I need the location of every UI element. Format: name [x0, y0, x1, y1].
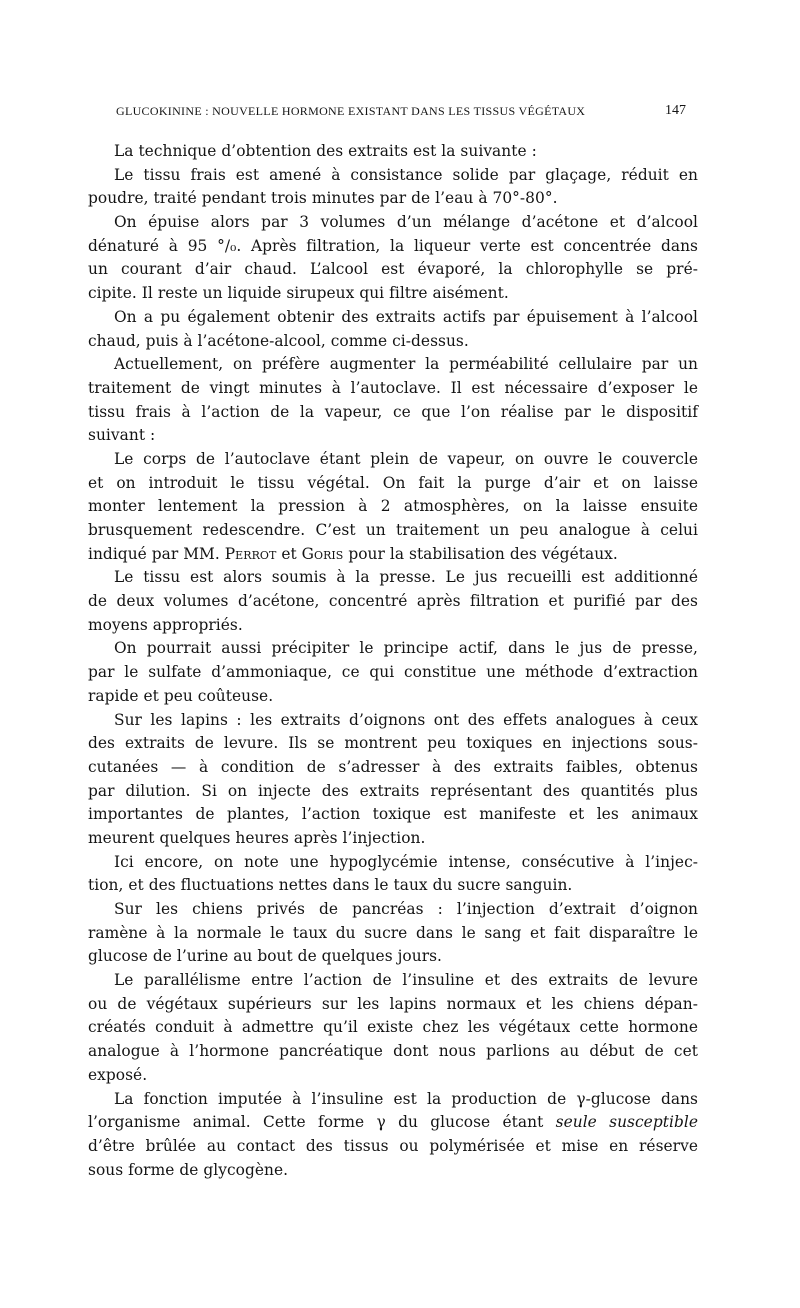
- text-line: tissu frais à l’action de la vapeur, ce que l’on réalise par le dispositif: [88, 402, 698, 421]
- text-line: traitement de vingt minutes à l’autoclave. Il est nécessaire d’exposer le: [88, 378, 698, 397]
- paragraph: [88, 709, 698, 851]
- author-name: Perrot: [224, 544, 277, 563]
- paragraph: [88, 969, 698, 1087]
- text-line: On a pu également obtenir des extraits actifs par épuisement à l’alcool: [114, 307, 698, 326]
- text-line: Ici encore, on note une hypoglycémie intense, consécutive à l’injec-: [114, 852, 698, 871]
- text-line: Actuellement, on préfère augmenter la perméabilité cellulaire par un: [114, 355, 698, 374]
- text-line: d’être brûlée au contact des tissus ou polymérisée et mise en réserve: [88, 1136, 698, 1155]
- text-line: Le tissu frais est amené à consistance solide par glaçage, réduit en: [114, 165, 698, 184]
- italic-phrase: seule susceptible: [555, 1113, 698, 1132]
- text-line: par dilution. Si on injecte des extraits représentant des quantités plus: [88, 781, 698, 800]
- text-fragment: l’organisme animal. Cette forme γ du glucose étant: [88, 1113, 556, 1132]
- text-line: cipite. Il reste un liquide sirupeux qui filtre aisément.: [88, 284, 509, 303]
- paragraph: [88, 898, 698, 969]
- paragraph: [88, 140, 698, 164]
- text-line: ou de végétaux supérieurs sur les lapins normaux et les chiens dépan-: [88, 994, 698, 1013]
- running-header: [116, 102, 686, 124]
- text-line: Le corps de l’autoclave étant plein de vapeur, on ouvre le couvercle: [114, 449, 698, 468]
- author-name: Goris: [301, 544, 344, 563]
- text-line: brusquement redescendre. C’est un traitement un peu analogue à celui: [88, 521, 698, 539]
- text-line: Sur les lapins : les extraits d’oignons ont des effets analogues à ceux: [114, 710, 698, 729]
- body-text: [88, 140, 698, 1182]
- text-fragment: pour la stabilisation des végétaux.: [343, 544, 618, 563]
- text-line: exposé.: [88, 1065, 148, 1084]
- text-line: de deux volumes d’acétone, concentré après filtration et purifié par des: [88, 592, 698, 611]
- text-fragment: et: [276, 544, 302, 563]
- text-line: tion, et des fluctuations nettes dans le taux du sucre sanguin.: [88, 876, 573, 895]
- text-line: La technique d’obtention des extraits est la suivante :: [114, 142, 537, 160]
- text-line: cutanées — à condition de s’adresser à des extraits faibles, obtenus: [88, 757, 698, 776]
- text-line: et on introduit le tissu végétal. On fait la purge d’air et on laisse: [88, 473, 698, 492]
- paragraph: [88, 1088, 698, 1183]
- text-line: [88, 1111, 698, 1135]
- text-line: glucose de l’urine au bout de quelques jours.: [88, 947, 442, 966]
- text-line: un courant d’air chaud. L’alcool est évaporé, la chlorophylle se pré-: [88, 260, 698, 279]
- text-line: Le tissu est alors soumis à la presse. Le jus recueilli est additionné: [114, 568, 698, 587]
- running-head-title: GLUCOKININE : NOUVELLE HORMONE EXISTANT DANS LES TISSUS VÉGÉTAUX: [116, 104, 586, 118]
- text-line: par le sulfate d’ammoniaque, ce qui constitue une méthode d’extraction: [88, 663, 698, 682]
- text-line: créatés conduit à admettre qu’il existe chez les végétaux cette hormone: [88, 1018, 698, 1037]
- text-line: ramène à la normale le taux du sucre dans le sang et fait disparaître le: [88, 923, 698, 942]
- page-number: 147: [665, 103, 686, 118]
- text-line: [88, 543, 698, 567]
- text-line: Sur les chiens privés de pancréas : l’injection d’extrait d’oignon: [114, 900, 698, 918]
- paragraph: [88, 164, 698, 211]
- text-line: Le parallélisme entre l’action de l’insuline et des extraits de levure: [114, 971, 698, 990]
- text-line: des extraits de levure. Ils se montrent peu toxiques en injections sous-: [88, 734, 698, 753]
- text-line: suivant :: [88, 426, 156, 445]
- paragraph: [88, 211, 698, 306]
- text-line: On épuise alors par 3 volumes d’un mélange d’acétone et d’alcool: [114, 213, 698, 232]
- text-line: monter lentement la pression à 2 atmosphères, on la laisse ensuite: [88, 497, 698, 516]
- paragraph: [88, 353, 698, 448]
- paragraph: [88, 566, 698, 637]
- paragraph: [88, 637, 698, 708]
- text-line: sous forme de glycogène.: [88, 1160, 289, 1179]
- paragraph: [88, 448, 698, 566]
- text-line: dénaturé à 95 °/₀. Après filtration, la liqueur verte est concentrée dans: [88, 236, 698, 255]
- text-fragment: indiqué par MM.: [88, 544, 225, 563]
- text-line: La fonction imputée à l’insuline est la production de γ-glucose dans: [114, 1089, 698, 1108]
- text-line: analogue à l’hormone pancréatique dont nous parlions au début de cet: [88, 1042, 698, 1061]
- text-line: importantes de plantes, l’action toxique est manifeste et les animaux: [88, 805, 698, 824]
- text-line: moyens appropriés.: [88, 615, 243, 634]
- text-line: On pourrait aussi précipiter le principe actif, dans le jus de presse,: [114, 639, 698, 658]
- text-line: rapide et peu coûteuse.: [88, 686, 274, 705]
- text-line: chaud, puis à l’acétone-alcool, comme ci-dessus.: [88, 331, 469, 350]
- text-line: poudre, traité pendant trois minutes par de l’eau à 70°-80°.: [88, 189, 558, 208]
- paragraph: [88, 306, 698, 353]
- text-line: meurent quelques heures après l’injection.: [88, 828, 426, 847]
- paragraph: [88, 851, 698, 898]
